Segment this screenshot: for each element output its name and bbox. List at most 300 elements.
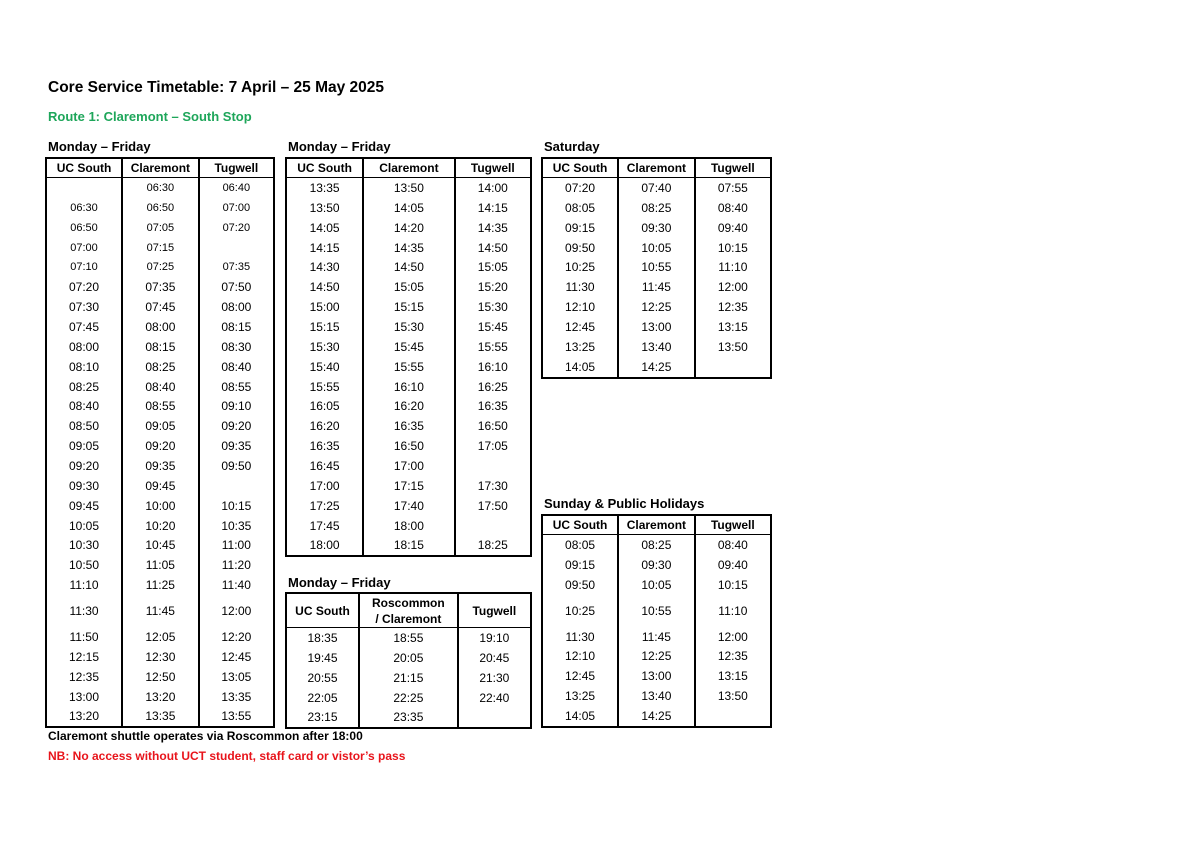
table-cell: 08:40 [46,396,122,416]
table-cell: 11:40 [199,575,274,595]
table-cell: 08:25 [618,535,695,555]
table-row [46,198,274,218]
table-cell: 17:50 [455,496,531,516]
table-cell: 11:45 [618,627,695,647]
table-row [46,535,274,555]
table-cell: 15:40 [286,357,363,377]
table-cell: 12:25 [618,297,695,317]
note-access-warning: NB: No access without UCT student, staff card or vistor’s pass [48,749,406,763]
table-cell: 07:15 [122,238,199,258]
table-cell: 17:15 [363,476,454,496]
table-row [46,575,274,595]
table-cell: 12:25 [618,646,695,666]
table-cell: 12:45 [199,647,274,667]
table-row [286,476,531,496]
table-cell: 15:15 [363,297,454,317]
table-row [542,535,771,555]
table-cell: 11:30 [542,277,618,297]
table-row [286,178,531,198]
table-row [46,456,274,476]
column-header: UC South [542,158,618,178]
table-cell: 22:25 [359,688,458,708]
table-cell: 13:35 [286,178,363,198]
table-cell: 11:10 [46,575,122,595]
table-row [46,436,274,456]
table-row [46,706,274,727]
table-cell: 09:45 [46,496,122,516]
table-cell: 15:55 [363,357,454,377]
table-cell: 16:10 [363,377,454,397]
table-row [46,297,274,317]
table-cell: 14:05 [542,706,618,727]
table-cell: 13:50 [286,198,363,218]
table-cell: 14:00 [455,178,531,198]
table-cell: 16:35 [286,436,363,456]
table-cell: 08:55 [199,377,274,397]
table-row [46,218,274,238]
table-row [286,377,531,397]
table-cell: 13:50 [695,686,771,706]
column-header: Claremont [363,158,454,178]
table-row [286,516,531,536]
table-cell: 10:05 [618,238,695,258]
column-header: UC South [286,158,363,178]
table-cell: 13:50 [695,337,771,357]
table-cell: 09:15 [542,555,618,575]
table-row [46,416,274,436]
table-cell: 22:40 [458,688,531,708]
table-row [542,646,771,666]
table-row [542,238,771,258]
table-cell: 12:05 [122,627,199,647]
column-header: UC South [286,593,359,628]
table-cell: 17:00 [363,456,454,476]
table-cell: 15:55 [286,377,363,397]
table-cell: 15:30 [286,337,363,357]
column-header: Tugwell [695,515,771,535]
table-row [542,218,771,238]
table-cell: 10:15 [199,496,274,516]
table-cell: 12:00 [199,595,274,627]
table-cell: 10:15 [695,238,771,258]
table-cell: 20:05 [359,648,458,668]
table-cell: 10:25 [542,595,618,627]
table-cell: 14:15 [286,238,363,258]
table-cell: 10:45 [122,535,199,555]
table-cell: 14:50 [363,257,454,277]
table-row [286,535,531,556]
note-roscommon: Claremont shuttle operates via Roscommon after 18:00 [48,729,363,743]
table-cell: 07:30 [46,297,122,317]
table-row [46,667,274,687]
table-row [46,337,274,357]
table-cell: 07:35 [199,257,274,277]
table-row [542,555,771,575]
table-cell: 08:30 [199,337,274,357]
table-row [542,357,771,378]
table-cell: 18:00 [363,516,454,536]
column-header: UC South [46,158,122,178]
table-cell: 09:50 [542,238,618,258]
table-cell: 15:00 [286,297,363,317]
table-cell: 13:00 [618,317,695,337]
table-cell: 07:10 [46,257,122,277]
table-cell: 09:05 [122,416,199,436]
table-row [46,377,274,397]
table-cell: 07:55 [695,178,771,198]
table-cell [455,516,531,536]
table-row [46,555,274,575]
table-cell: 12:35 [46,667,122,687]
table-cell: 10:50 [46,555,122,575]
table-cell: 07:00 [199,198,274,218]
table-cell: 15:55 [455,337,531,357]
table-row [542,198,771,218]
table-row [542,686,771,706]
table-cell: 10:30 [46,535,122,555]
table-cell: 14:30 [286,257,363,277]
table-cell: 08:00 [122,317,199,337]
table-cell: 22:05 [286,688,359,708]
table-cell: 08:25 [46,377,122,397]
table-cell: 08:40 [199,357,274,377]
table-cell: 09:35 [199,436,274,456]
page-title: Core Service Timetable: 7 April – 25 May 2025 [48,79,385,96]
table-row [46,595,274,627]
table-cell: 10:55 [618,257,695,277]
table-cell: 09:05 [46,436,122,456]
table-row [286,218,531,238]
table-cell: 15:30 [363,317,454,337]
table-cell: 19:10 [458,628,531,648]
table-row [286,496,531,516]
table-cell: 13:40 [618,686,695,706]
table-cell: 16:35 [455,396,531,416]
table-cell: 09:15 [542,218,618,238]
table-cell: 18:25 [455,535,531,556]
table-cell [455,456,531,476]
table-cell: 08:00 [46,337,122,357]
table-cell: 12:45 [542,666,618,686]
table-cell: 13:20 [46,706,122,727]
table-cell: 18:55 [359,628,458,648]
table-cell: 17:25 [286,496,363,516]
column-header: Tugwell [695,158,771,178]
table-cell: 13:25 [542,686,618,706]
table-cell: 10:00 [122,496,199,516]
table-cell: 16:25 [455,377,531,397]
column-header: Tugwell [455,158,531,178]
table-cell [695,357,771,378]
table-row [286,357,531,377]
table-cell: 12:10 [542,297,618,317]
table-cell: 06:50 [122,198,199,218]
table-cell: 14:15 [455,198,531,218]
table-row [542,595,771,627]
table-row [46,627,274,647]
table-cell: 11:25 [122,575,199,595]
table-row [542,317,771,337]
table-cell: 09:40 [695,218,771,238]
table-cell: 09:35 [122,456,199,476]
table-cell: 06:40 [199,178,274,198]
table-cell: 07:20 [542,178,618,198]
table-cell: 16:20 [363,396,454,416]
table-cell: 08:50 [46,416,122,436]
table-cell: 06:30 [122,178,199,198]
section-label-mon-fri-evening: Monday – Friday [288,575,391,590]
table-row [286,297,531,317]
table-cell: 15:20 [455,277,531,297]
table-cell: 14:50 [455,238,531,258]
table-cell: 13:50 [363,178,454,198]
table-row [542,627,771,647]
table-cell: 14:25 [618,706,695,727]
table-cell: 15:45 [363,337,454,357]
table-cell: 18:35 [286,628,359,648]
column-header: Claremont [122,158,199,178]
table-row [286,436,531,456]
table-cell: 21:30 [458,668,531,688]
table-row [286,317,531,337]
table-row [46,396,274,416]
table-row [46,687,274,707]
timetable-mon-fri-evening [285,592,532,729]
table-cell: 14:25 [618,357,695,378]
table-cell: 08:25 [618,198,695,218]
table-cell: 07:05 [122,218,199,238]
table-cell: 09:20 [199,416,274,436]
table-row [46,476,274,496]
table-cell: 12:20 [199,627,274,647]
column-header: UC South [542,515,618,535]
column-header: Claremont [618,515,695,535]
table-cell: 12:10 [542,646,618,666]
table-cell: 14:05 [363,198,454,218]
column-header: Roscommon / Claremont [359,593,458,628]
table-cell: 17:00 [286,476,363,496]
table-cell: 07:50 [199,277,274,297]
table-cell: 13:00 [618,666,695,686]
table-cell: 11:50 [46,627,122,647]
table-cell: 07:35 [122,277,199,297]
table-row [286,688,531,708]
table-cell: 09:10 [199,396,274,416]
table-cell: 16:50 [363,436,454,456]
table-cell: 09:30 [618,555,695,575]
table-cell: 19:45 [286,648,359,668]
table-row [286,198,531,218]
table-cell: 09:20 [122,436,199,456]
table-cell: 10:20 [122,516,199,536]
table-cell: 10:05 [618,575,695,595]
timetable-mon-fri-afternoon [285,157,532,557]
table-cell: 07:00 [46,238,122,258]
table-cell: 10:35 [199,516,274,536]
table-cell: 11:10 [695,595,771,627]
table-row [286,238,531,258]
table-cell: 09:20 [46,456,122,476]
table-cell: 11:45 [618,277,695,297]
table-cell: 13:40 [618,337,695,357]
table-row [286,337,531,357]
table-row [46,516,274,536]
table-cell: 13:00 [46,687,122,707]
table-row [46,257,274,277]
table-row [542,178,771,198]
table-cell: 08:00 [199,297,274,317]
table-cell: 12:30 [122,647,199,667]
table-row [542,277,771,297]
table-cell: 14:35 [455,218,531,238]
table-cell: 20:45 [458,648,531,668]
table-cell: 13:15 [695,317,771,337]
column-header: Tugwell [199,158,274,178]
table-cell: 08:05 [542,198,618,218]
table-cell: 16:35 [363,416,454,436]
table-cell: 11:00 [199,535,274,555]
table-cell: 16:20 [286,416,363,436]
table-cell: 11:30 [46,595,122,627]
table-cell: 13:55 [199,706,274,727]
table-cell: 14:05 [542,357,618,378]
table-cell: 09:45 [122,476,199,496]
table-row [46,238,274,258]
table-cell: 13:20 [122,687,199,707]
table-cell: 10:05 [46,516,122,536]
table-cell: 07:45 [46,317,122,337]
table-cell [199,238,274,258]
table-cell: 14:20 [363,218,454,238]
table-cell: 16:05 [286,396,363,416]
table-row [542,666,771,686]
table-row [286,668,531,688]
table-cell: 12:35 [695,646,771,666]
table-cell: 06:30 [46,198,122,218]
table-cell: 08:15 [199,317,274,337]
table-row [46,317,274,337]
table-cell: 11:45 [122,595,199,627]
table-cell: 08:15 [122,337,199,357]
table-cell: 08:25 [122,357,199,377]
table-cell: 09:50 [199,456,274,476]
table-cell: 17:30 [455,476,531,496]
table-cell: 09:30 [618,218,695,238]
table-row [46,277,274,297]
table-row [46,357,274,377]
table-row [46,496,274,516]
table-cell: 12:00 [695,277,771,297]
table-cell: 17:40 [363,496,454,516]
table-cell: 08:55 [122,396,199,416]
table-row [542,706,771,727]
table-row [542,297,771,317]
table-cell: 13:35 [199,687,274,707]
table-cell: 08:40 [695,198,771,218]
table-cell [46,178,122,198]
table-cell: 07:20 [199,218,274,238]
column-header: Tugwell [458,593,531,628]
table-cell: 15:30 [455,297,531,317]
table-cell: 14:50 [286,277,363,297]
table-cell: 12:15 [46,647,122,667]
table-cell: 15:05 [455,257,531,277]
table-cell: 12:00 [695,627,771,647]
table-cell: 08:40 [695,535,771,555]
table-cell: 18:00 [286,535,363,556]
table-cell: 11:05 [122,555,199,575]
table-cell: 08:40 [122,377,199,397]
section-label-mon-fri-morning: Monday – Friday [48,139,151,154]
section-label-sunday-holidays: Sunday & Public Holidays [544,496,705,511]
timetable-mon-fri-morning [45,157,275,728]
table-row [286,396,531,416]
table-row [542,337,771,357]
table-cell: 10:15 [695,575,771,595]
table-cell: 23:15 [286,707,359,728]
table-row [542,257,771,277]
table-cell: 15:05 [363,277,454,297]
table-cell: 17:05 [455,436,531,456]
table-row [286,257,531,277]
table-row [286,277,531,297]
table-cell: 11:20 [199,555,274,575]
table-cell: 07:20 [46,277,122,297]
table-cell: 15:45 [455,317,531,337]
table-cell: 16:45 [286,456,363,476]
table-cell: 12:35 [695,297,771,317]
table-cell: 20:55 [286,668,359,688]
table-cell: 08:10 [46,357,122,377]
table-cell: 21:15 [359,668,458,688]
table-cell: 10:55 [618,595,695,627]
table-row [286,628,531,648]
table-cell: 07:40 [618,178,695,198]
table-cell: 09:30 [46,476,122,496]
table-cell: 16:50 [455,416,531,436]
table-cell: 07:45 [122,297,199,317]
timetable-sunday-holidays [541,514,772,728]
table-cell: 11:30 [542,627,618,647]
table-cell: 13:35 [122,706,199,727]
table-cell: 10:25 [542,257,618,277]
section-label-mon-fri-afternoon: Monday – Friday [288,139,391,154]
column-header: Claremont [618,158,695,178]
table-cell: 12:45 [542,317,618,337]
table-row [46,178,274,198]
table-row [286,456,531,476]
table-row [286,416,531,436]
table-cell: 12:50 [122,667,199,687]
table-cell: 09:40 [695,555,771,575]
table-row [542,575,771,595]
table-cell: 13:25 [542,337,618,357]
section-label-saturday: Saturday [544,139,600,154]
route-title: Route 1: Claremont – South Stop [48,109,252,124]
table-cell: 09:50 [542,575,618,595]
table-cell: 06:50 [46,218,122,238]
table-cell [458,707,531,728]
table-cell: 13:15 [695,666,771,686]
table-row [46,647,274,667]
table-cell: 07:25 [122,257,199,277]
table-cell: 13:05 [199,667,274,687]
table-cell [199,476,274,496]
table-cell: 18:15 [363,535,454,556]
table-cell: 16:10 [455,357,531,377]
table-cell: 11:10 [695,257,771,277]
table-cell [695,706,771,727]
